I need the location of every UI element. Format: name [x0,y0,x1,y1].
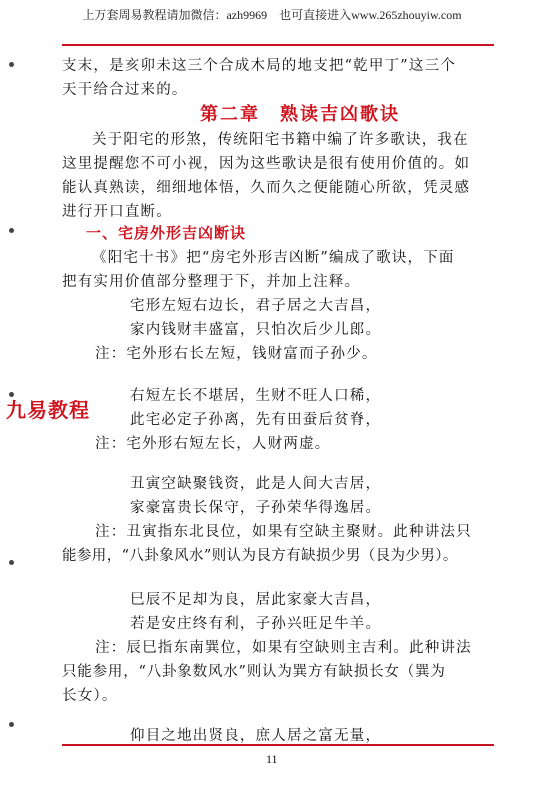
verse-line: 此宅必定子孙离，先有田蚕后贫脊， [130,412,382,428]
page-number: 11 [266,752,278,766]
note-line: 能参用，“八卦象风水”则认为艮方有缺损少男（艮为少男）。 [62,548,458,564]
note-line: 注：辰巳指东南巽位，如果有空缺则主吉利。此种讲法 [95,640,472,656]
binding-hole [9,62,14,67]
intro-line: 支末，是亥卯未这三个合成木局的地支把“乾甲丁”这三个 [62,58,457,74]
note-line: 注：宅外形右长左短，钱财富而子孙少。 [95,346,378,362]
note-line: 长女）。 [62,688,118,704]
verse-line: 宅形左短右边长，君子居之大吉昌， [130,298,382,314]
top-rule [62,44,494,46]
chapter-title: 第二章 熟读吉凶歌诀 [200,104,400,125]
verse-line: 仰目之地出贤良，庶人居之富无量， [130,728,382,744]
intro-line: 天干给合过来的。 [62,82,188,98]
note-line: 注：丑寅指东北艮位，如果有空缺主聚财。此种讲法只 [95,524,472,540]
page-header: 上万套周易教程请加微信：azh9969 也可直接进入www.265zhouyiw.com [82,8,462,22]
paragraph-line: 能认真熟读，细细地体悟，久而久之便能随心所欲，凭灵感 [62,180,471,196]
section-intro-line: 把有实用价值部分整理于下，并加上注释。 [62,274,361,290]
paragraph-line: 这里提醒您不可小视，因为这些歌诀是很有使用价值的。如 [62,156,471,172]
verse-line: 家豪富贵长保守，子孙荣华得逸居。 [130,500,382,516]
verse-line: 巳辰不足却为良，居此家豪大吉昌， [130,592,382,608]
verse-line: 右短左长不堪居，生财不旺人口稀， [130,388,382,404]
paragraph-line: 关于阳宅的形煞，传统阳宅书籍中编了许多歌诀，我在 [92,132,469,148]
binding-hole [9,722,14,727]
verse-line: 家内钱财丰盛富，只怕次后少儿郎。 [130,322,382,338]
note-line: 注：宅外形右短左长，人财两虚。 [95,436,331,452]
bottom-rule [62,744,494,746]
binding-hole [9,228,14,233]
verse-line: 丑寅空缺聚钱资，此是人间大吉居， [130,476,382,492]
section-title: 一、宅房外形吉凶断诀 [86,224,247,242]
section-intro-line: 《阳宅十书》把“房宅外形吉凶断”编成了歌诀，下面 [92,250,455,266]
note-line: 只能参用，“八卦象数风水”则认为巽方有缺损长女（巽为 [62,664,446,680]
watermark-logo: 九易教程 [6,398,90,422]
paragraph-line: 进行开口直断。 [62,204,172,220]
binding-hole [9,560,14,565]
verse-line: 若是安庄终有利，子孙兴旺足牛羊。 [130,616,382,632]
